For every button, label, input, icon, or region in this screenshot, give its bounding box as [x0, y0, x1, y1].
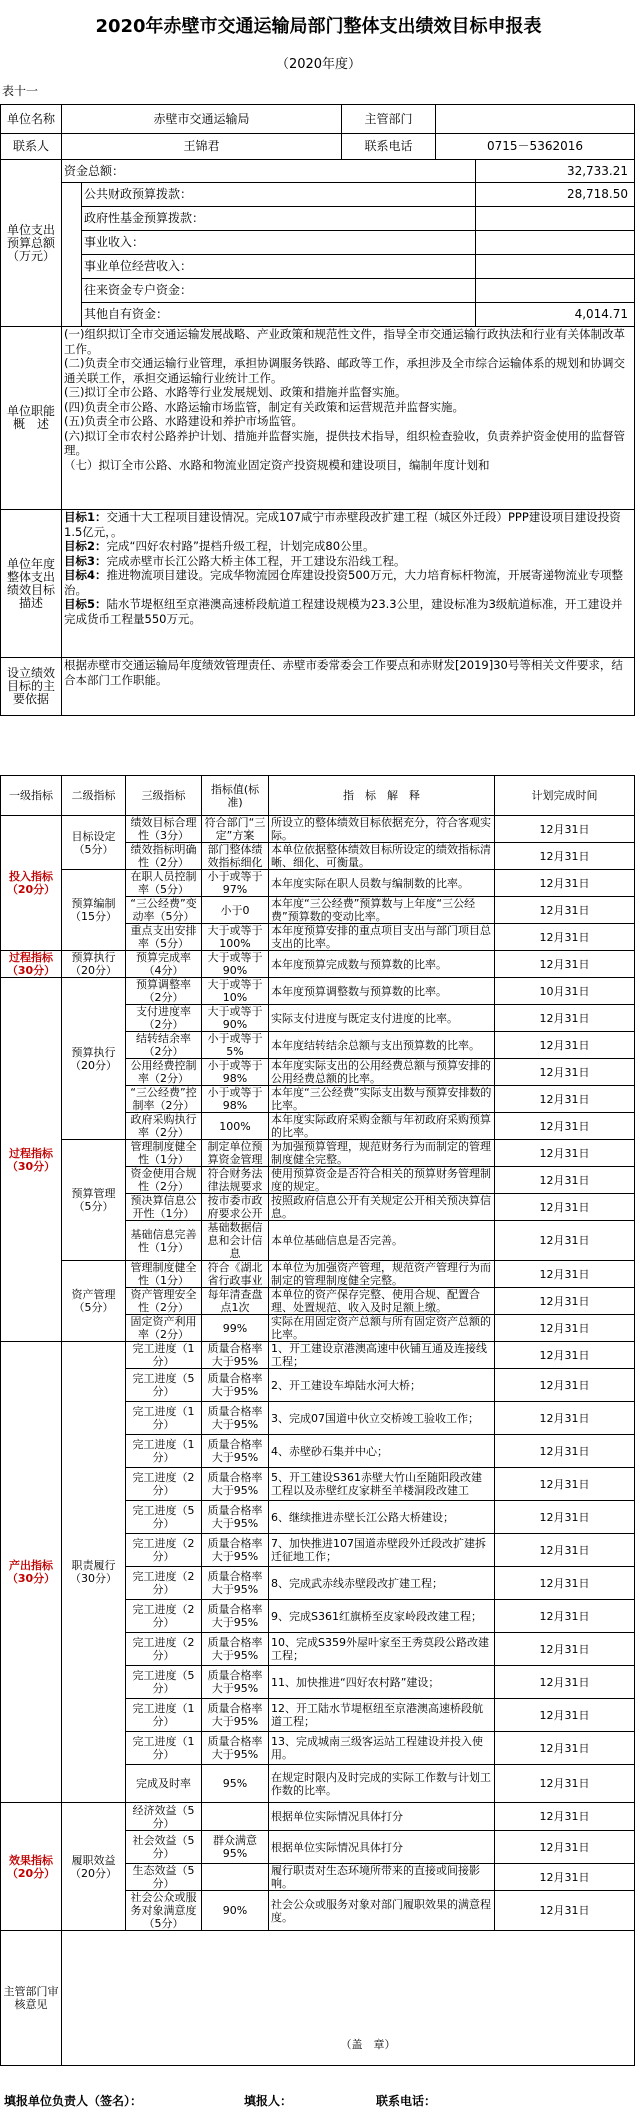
completion-time: 12月31日: [495, 1402, 635, 1435]
completion-time: 12月31日: [495, 816, 635, 843]
level3-indicator: 完工进度（2分）: [126, 1468, 202, 1501]
level3-indicator: 管理制度健全性（1分）: [126, 1261, 202, 1288]
review-area: [62, 1931, 635, 2066]
report-year: （2020年度）: [275, 57, 362, 72]
indicator-explanation: 在规定时限内及时完成的实际工作数与计划工作数的比率。: [269, 1765, 495, 1803]
indicator-value: 小于0: [202, 897, 269, 924]
targets-text: [62, 510, 635, 658]
completion-time: 12月31日: [495, 1501, 635, 1534]
level3-indicator: 完工进度（2分）: [126, 1534, 202, 1567]
completion-time: 12月31日: [495, 1369, 635, 1402]
indicator-value: 质量合格率大于95%: [202, 1567, 269, 1600]
completion-time: 12月31日: [495, 951, 635, 978]
indicator-value: 每年清查盘点1次: [202, 1288, 269, 1315]
targets-label: 单位年度整体支出绩效目标描述: [1, 510, 62, 658]
level3-indicator: 完工进度（2分）: [126, 1600, 202, 1633]
indicator-value: 质量合格率大于95%: [202, 1600, 269, 1633]
indicator-value: 质量合格率大于95%: [202, 1369, 269, 1402]
level3-indicator: 完工进度（2分）: [126, 1567, 202, 1600]
indicator-value: 制定单位预算资金管理: [202, 1140, 269, 1167]
footer-phone: 联系电话：: [376, 2094, 437, 2108]
col-header: 指标值(标准): [202, 776, 269, 816]
completion-time: 12月31日: [495, 1032, 635, 1059]
indicator-explanation: 本年度结转结余总额与支出预算数的比率。: [269, 1032, 495, 1059]
indicator-value: [202, 1864, 269, 1891]
level3-indicator: 固定资产利用率（2分）: [126, 1315, 202, 1342]
fund-row-value: 28,718.50: [476, 183, 635, 207]
unit-name-value: 赤壁市交通运输局: [62, 105, 342, 134]
level3-indicator: 完成及时率: [126, 1765, 202, 1803]
level1-indicator: 产出指标（30分）: [1, 1342, 62, 1803]
completion-time: 12月31日: [495, 1633, 635, 1666]
indicator-explanation: 本单位的资产保存完整、使用合规、配置合理、处置规范、收入及时足额上缴。: [269, 1288, 495, 1315]
col-header: 一级指标: [1, 776, 62, 816]
main-info-table: [0, 104, 635, 716]
indicator-explanation: 按照政府信息公开有关规定公开相关预决算信息。: [269, 1194, 495, 1221]
duty-line: (一)组织拟订全市交通运输发展战略、产业政策和规范性文件，指导全市交通运输行政执法和行业有关体制改革工作。: [64, 327, 625, 356]
indicator-explanation: 12、开工陆水节堤枢纽至京港澳高速桥段航道工程；: [269, 1699, 495, 1732]
level3-indicator: 社会公众或服务对象满意度（5分）: [126, 1891, 202, 1931]
target-item: 目标3：完成赤壁市长江公路大桥主体工程，开工建设东沿线工程。: [64, 553, 406, 568]
indicator-explanation: 本年度实际在职人员数与编制数的比率。: [269, 870, 495, 897]
indicator-value: 质量合格率大于95%: [202, 1699, 269, 1732]
completion-time: 12月31日: [495, 897, 635, 924]
indicator-value: 质量合格率大于95%: [202, 1666, 269, 1699]
footer-filler: 填报人：: [244, 2094, 293, 2108]
indicator-explanation: 本年度实际支出的公用经费总额与预算安排的公用经费总额的比率。: [269, 1059, 495, 1086]
target-item: 目标5：陆水节堤枢纽至京港澳高速桥段航道工程建设规模为23.3公里，建设标准为3级航道标准，开工建设并完成货币工程量550万元。: [64, 597, 623, 626]
completion-time: 12月31日: [495, 1086, 635, 1113]
completion-time: 12月31日: [495, 1005, 635, 1032]
completion-time: 12月31日: [495, 1288, 635, 1315]
indicator-value: 90%: [202, 1891, 269, 1931]
level3-indicator: “三公经费”变动率（5分）: [126, 897, 202, 924]
col-header: 计划完成时间: [495, 776, 635, 816]
completion-time: 12月31日: [495, 1864, 635, 1891]
completion-time: 12月31日: [495, 1468, 635, 1501]
indicator-explanation: 履行职责对生态环境所带来的直接或间接影响。: [269, 1864, 495, 1891]
indicator-explanation: 9、完成S361红旗桥至皮家岭段改建工程；: [269, 1600, 495, 1633]
fund-row-value: 4,014.71: [476, 303, 635, 327]
target-item: 目标4：推进物流项目建设。完成华物流园仓库建设投资500万元，大力培育标杆物流，开展寄递物流业专项整治。: [64, 568, 623, 597]
indicator-value: 95%: [202, 1765, 269, 1803]
level3-indicator: 重点支出安排率（5分）: [126, 924, 202, 951]
level3-indicator: 完工进度（1分）: [126, 1342, 202, 1369]
indicator-value: 质量合格率大于95%: [202, 1732, 269, 1765]
level3-indicator: 资产管理安全性（2分）: [126, 1288, 202, 1315]
indicator-explanation: 实际在用固定资产总额与所有固定资产总额的比率。: [269, 1315, 495, 1342]
level3-indicator: 完工进度（2分）: [126, 1633, 202, 1666]
indicator-explanation: 本年度“三公经费”实际支出数与预算安排数的比率。: [269, 1086, 495, 1113]
indicator-value: 小于或等于98%: [202, 1086, 269, 1113]
completion-time: 12月31日: [495, 1167, 635, 1194]
completion-time: 12月31日: [495, 1534, 635, 1567]
indicator-explanation: 本单位为加强资产管理，规范资产管理行为而制定的管理制度健全完整。: [269, 1261, 495, 1288]
indicator-explanation: 4、赤壁砂石集并中心；: [269, 1435, 495, 1468]
indicator-explanation: 5、开工建设S361赤壁大竹山至随阳段改建工程以及赤壁红皮家耕至羊楼洞段改建工: [269, 1468, 495, 1501]
target-item: 目标1：交通十大工程项目建设情况。完成107咸宁市赤壁段改扩建工程（城区外迁段）PPP建设项目建设投资1.5亿元，。: [64, 510, 621, 539]
col-header: 指 标 解 释: [269, 776, 495, 816]
indicator-value: 符合《湖北省行政事业: [202, 1261, 269, 1288]
indicator-value: 质量合格率大于95%: [202, 1501, 269, 1534]
completion-time: 12月31日: [495, 843, 635, 870]
level2-indicator: 预算管理（5分）: [62, 1140, 126, 1261]
indicator-explanation: 11、加快推进“四好农村路”建设；: [269, 1666, 495, 1699]
fund-row-value: [476, 255, 635, 279]
completion-time: 12月31日: [495, 1315, 635, 1342]
review-label: 主管部门审核意见: [1, 1931, 62, 2066]
duties-text: [62, 327, 635, 510]
indicator-value: [202, 1803, 269, 1831]
table-number: 表十一: [2, 84, 39, 98]
duty-line: (四)负责全市公路、水路运输市场监管，制定有关政策和运营规范并监督实施。: [64, 399, 464, 414]
indicator-explanation: 为加强预算管理，规范财务行为而制定的管理制度健全完整。: [269, 1140, 495, 1167]
level3-indicator: 社会效益（5分）: [126, 1831, 202, 1864]
completion-time: 12月31日: [495, 1261, 635, 1288]
fund-row-value: [476, 279, 635, 303]
indicator-value: 大于或等于10%: [202, 978, 269, 1005]
completion-time: 12月31日: [495, 1567, 635, 1600]
indicator-value: 大于或等于90%: [202, 1005, 269, 1032]
fund-row-value: [476, 207, 635, 231]
indicator-value: 小于或等于98%: [202, 1059, 269, 1086]
basis-label: 设立绩效目标的主要依据: [1, 658, 62, 716]
duty-line: (五)负责全市公路、水路建设和养护市场监管。: [64, 414, 303, 428]
indicator-value: 按市委市政府要求公开: [202, 1194, 269, 1221]
supervisor-label: 主管部门: [342, 105, 436, 134]
level3-indicator: 完工进度（1分）: [126, 1699, 202, 1732]
completion-time: 12月31日: [495, 1600, 635, 1633]
duty-line: (六)拟订全市农村公路养护计划、措施并监督实施，提供技术指导，组织检查验收，负责养护资金使用的监督管理。: [64, 428, 625, 457]
level3-indicator: 管理制度健全性（1分）: [126, 1140, 202, 1167]
indicator-value: 99%: [202, 1315, 269, 1342]
duties-label: 单位职能概 述: [1, 327, 62, 510]
indicator-value: 部门整体绩效指标细化: [202, 843, 269, 870]
fund-row-label: 政府性基金预算拨款：: [82, 207, 476, 231]
indicator-value: 质量合格率大于95%: [202, 1468, 269, 1501]
completion-time: 10月31日: [495, 978, 635, 1005]
level3-indicator: 资金使用合规性（2分）: [126, 1167, 202, 1194]
page-title: 2020年赤壁市交通运输局部门整体支出绩效目标申报表: [95, 16, 542, 37]
level3-indicator: 预算完成率（4分）: [126, 951, 202, 978]
indicator-explanation: 本年度预算完成数与预算数的比率。: [269, 951, 495, 978]
level3-indicator: 基础信息完善性（1分）: [126, 1221, 202, 1261]
completion-time: 12月31日: [495, 1831, 635, 1864]
level3-indicator: 政府采购执行率（2分）: [126, 1113, 202, 1140]
indicator-explanation: 本年度预算调整数与预算数的比率。: [269, 978, 495, 1005]
indicator-value: 质量合格率大于95%: [202, 1402, 269, 1435]
fund-row-label: 其他自有资金：: [82, 303, 476, 327]
level3-indicator: 完工进度（5分）: [126, 1369, 202, 1402]
duty-line: (三)拟订全市公路、水路等行业发展规划、政策和措施并监督实施。: [64, 385, 407, 399]
indicator-explanation: 8、完成武赤线赤壁段改扩建工程；: [269, 1567, 495, 1600]
indicator-explanation: 所设立的整体绩效目标依据充分，符合客观实际。: [269, 816, 495, 843]
contact-label: 联系人: [1, 134, 62, 160]
level2-indicator: 目标设定（5分）: [62, 816, 126, 870]
level1-indicator: 投入指标（20分）: [1, 816, 62, 951]
level3-indicator: 生态效益（5分）: [126, 1864, 202, 1891]
level3-indicator: 在职人员控制率（5分）: [126, 870, 202, 897]
level2-indicator: 职责履行（30分）: [62, 1342, 126, 1803]
completion-time: 12月31日: [495, 1803, 635, 1831]
supervisor-value: [436, 105, 635, 134]
indicator-explanation: 10、完成S359外屋叶家至王秀莫段公路改建工程；: [269, 1633, 495, 1666]
indicator-explanation: 1、开工建设京港澳高速中伙铺互通及连接线工程；: [269, 1342, 495, 1369]
completion-time: 12月31日: [495, 1765, 635, 1803]
level3-indicator: 完工进度（5分）: [126, 1666, 202, 1699]
indicator-explanation: 2、开工建设车埠陆水河大桥；: [269, 1369, 495, 1402]
indicator-explanation: 本单位依据整体绩效目标所设定的绩效指标清晰、细化、可衡量。: [269, 843, 495, 870]
indicator-explanation: 本单位基础信息是否完善。: [269, 1221, 495, 1261]
stamp-label: （盖 章）: [340, 2038, 396, 2051]
duty-line: （七）拟订全市公路、水路和物流业固定资产投资规模和建设项目，编制年度计划和: [64, 457, 490, 472]
completion-time: 12月31日: [495, 1699, 635, 1732]
fund-row-label: 事业收入：: [82, 231, 476, 255]
fund-row-label: 事业单位经营收入：: [82, 255, 476, 279]
completion-time: 12月31日: [495, 924, 635, 951]
indicators-table: [0, 775, 635, 2066]
level3-indicator: 预算调整率（2分）: [126, 978, 202, 1005]
basis-text: 根据赤壁市交通运输局年度绩效管理责任、赤壁市委常委会工作要点和赤财发[2019]30号等相关文件要求，结合本部门工作职能。: [62, 658, 635, 716]
level3-indicator: 完工进度（5分）: [126, 1501, 202, 1534]
level3-indicator: 结转结余率（2分）: [126, 1032, 202, 1059]
fund-row-label: 往来资金专户资金：: [82, 279, 476, 303]
budget-total-label: 单位支出预算总额（万元）: [1, 160, 62, 327]
duty-line: (二)负责全市交通运输行业管理，承担协调服务铁路、邮政等工作，承担涉及全市综合运输体系的规划和协调交通关联工作，承担交通运输行业统计工作。: [64, 356, 625, 385]
completion-time: 12月31日: [495, 1113, 635, 1140]
indicator-explanation: 本年度“三公经费”预算数与上年度“三公经费”预算数的变动比率。: [269, 897, 495, 924]
indicator-value: 100%: [202, 1113, 269, 1140]
col-header: 二级指标: [62, 776, 126, 816]
level2-indicator: 预算编制（15分）: [62, 870, 126, 951]
fund-row-label: 资金总额：: [62, 160, 476, 183]
level2-indicator: 履职效益（20分）: [62, 1803, 126, 1931]
indicator-explanation: 7、加快推进107国道赤壁段外迁段改扩建拆迁征地工作；: [269, 1534, 495, 1567]
level3-indicator: “三公经费”控制率（2分）: [126, 1086, 202, 1113]
completion-time: 12月31日: [495, 1194, 635, 1221]
indicator-value: 大于或等于100%: [202, 924, 269, 951]
col-header: 三级指标: [126, 776, 202, 816]
target-item: 目标2：完成“四好农村路”提档升级工程，计划完成80公里。: [64, 539, 375, 553]
unit-name-label: 单位名称: [1, 105, 62, 134]
level3-indicator: 完工进度（1分）: [126, 1402, 202, 1435]
indicator-value: 质量合格率大于95%: [202, 1534, 269, 1567]
level1-indicator: 效果指标（20分）: [1, 1803, 62, 1931]
indicator-value: 符合部门“三定”方案: [202, 816, 269, 843]
level2-indicator: 预算执行（20分）: [62, 951, 126, 978]
footer-head-sign: 填报单位负责人（签名）：: [4, 2094, 143, 2108]
level3-indicator: 绩效目标合理性（3分）: [126, 816, 202, 843]
level3-indicator: 预决算信息公开性（1分）: [126, 1194, 202, 1221]
completion-time: 12月31日: [495, 1891, 635, 1931]
indicator-explanation: 根据单位实际情况具体打分: [269, 1803, 495, 1831]
level3-indicator: 完工进度（1分）: [126, 1732, 202, 1765]
completion-time: 12月31日: [495, 1732, 635, 1765]
completion-time: 12月31日: [495, 1666, 635, 1699]
indicator-explanation: 社会公众或服务对象对部门履职效果的满意程度。: [269, 1891, 495, 1931]
level1-indicator: 过程指标（30分）: [1, 951, 62, 978]
indicator-value: 大于或等于90%: [202, 951, 269, 978]
indicator-explanation: 使用预算资金是否符合相关的预算财务管理制度的规定。: [269, 1167, 495, 1194]
level2-indicator: 预算执行（20分）: [62, 978, 126, 1140]
level3-indicator: 经济效益（5分）: [126, 1803, 202, 1831]
indicator-value: 质量合格率大于95%: [202, 1342, 269, 1369]
indicator-explanation: 13、完成城南三级客运站工程建设并投入使用。: [269, 1732, 495, 1765]
indicator-explanation: 3、完成07国道中伙立交桥竣工验收工作；: [269, 1402, 495, 1435]
completion-time: 12月31日: [495, 1221, 635, 1261]
indicator-explanation: 根据单位实际情况具体打分: [269, 1831, 495, 1864]
level3-indicator: 绩效指标明确性（2分）: [126, 843, 202, 870]
level3-indicator: 完工进度（1分）: [126, 1435, 202, 1468]
completion-time: 12月31日: [495, 1342, 635, 1369]
completion-time: 12月31日: [495, 870, 635, 897]
fund-row-value: [476, 231, 635, 255]
level3-indicator: 支付进度率（2分）: [126, 1005, 202, 1032]
indicator-explanation: 实际支付进度与既定支付进度的比率。: [269, 1005, 495, 1032]
completion-time: 12月31日: [495, 1059, 635, 1086]
indicator-explanation: 本年度实际政府采购金额与年初政府采购预算的比率。: [269, 1113, 495, 1140]
completion-time: 12月31日: [495, 1140, 635, 1167]
indicator-value: 质量合格率大于95%: [202, 1435, 269, 1468]
indicator-value: 小于或等于5%: [202, 1032, 269, 1059]
indicator-explanation: 本年度预算安排的重点项目支出与部门项目总支出的比率。: [269, 924, 495, 951]
fund-row-value: 32,733.21: [476, 160, 635, 183]
fund-row-label: 公共财政预算拨款：: [82, 183, 476, 207]
footer: [4, 2092, 437, 2109]
level2-indicator: 资产管理（5分）: [62, 1261, 126, 1342]
level3-indicator: 公用经费控制率（2分）: [126, 1059, 202, 1086]
completion-time: 12月31日: [495, 1435, 635, 1468]
indicator-value: 质量合格率大于95%: [202, 1633, 269, 1666]
indicator-value: 符合财务法律法规要求: [202, 1167, 269, 1194]
phone-label: 联系电话: [342, 134, 436, 160]
indicator-value: 小于或等于97%: [202, 870, 269, 897]
phone-value: 0715－5362016: [436, 134, 635, 160]
level1-indicator: 过程指标（30分）: [1, 978, 62, 1342]
contact-value: 王锦君: [62, 134, 342, 160]
indicator-value: 群众满意95%: [202, 1831, 269, 1864]
indicator-value: 基础数据信息和会计信息: [202, 1221, 269, 1261]
indicator-explanation: 6、继续推进赤壁长江公路大桥建设；: [269, 1501, 495, 1534]
